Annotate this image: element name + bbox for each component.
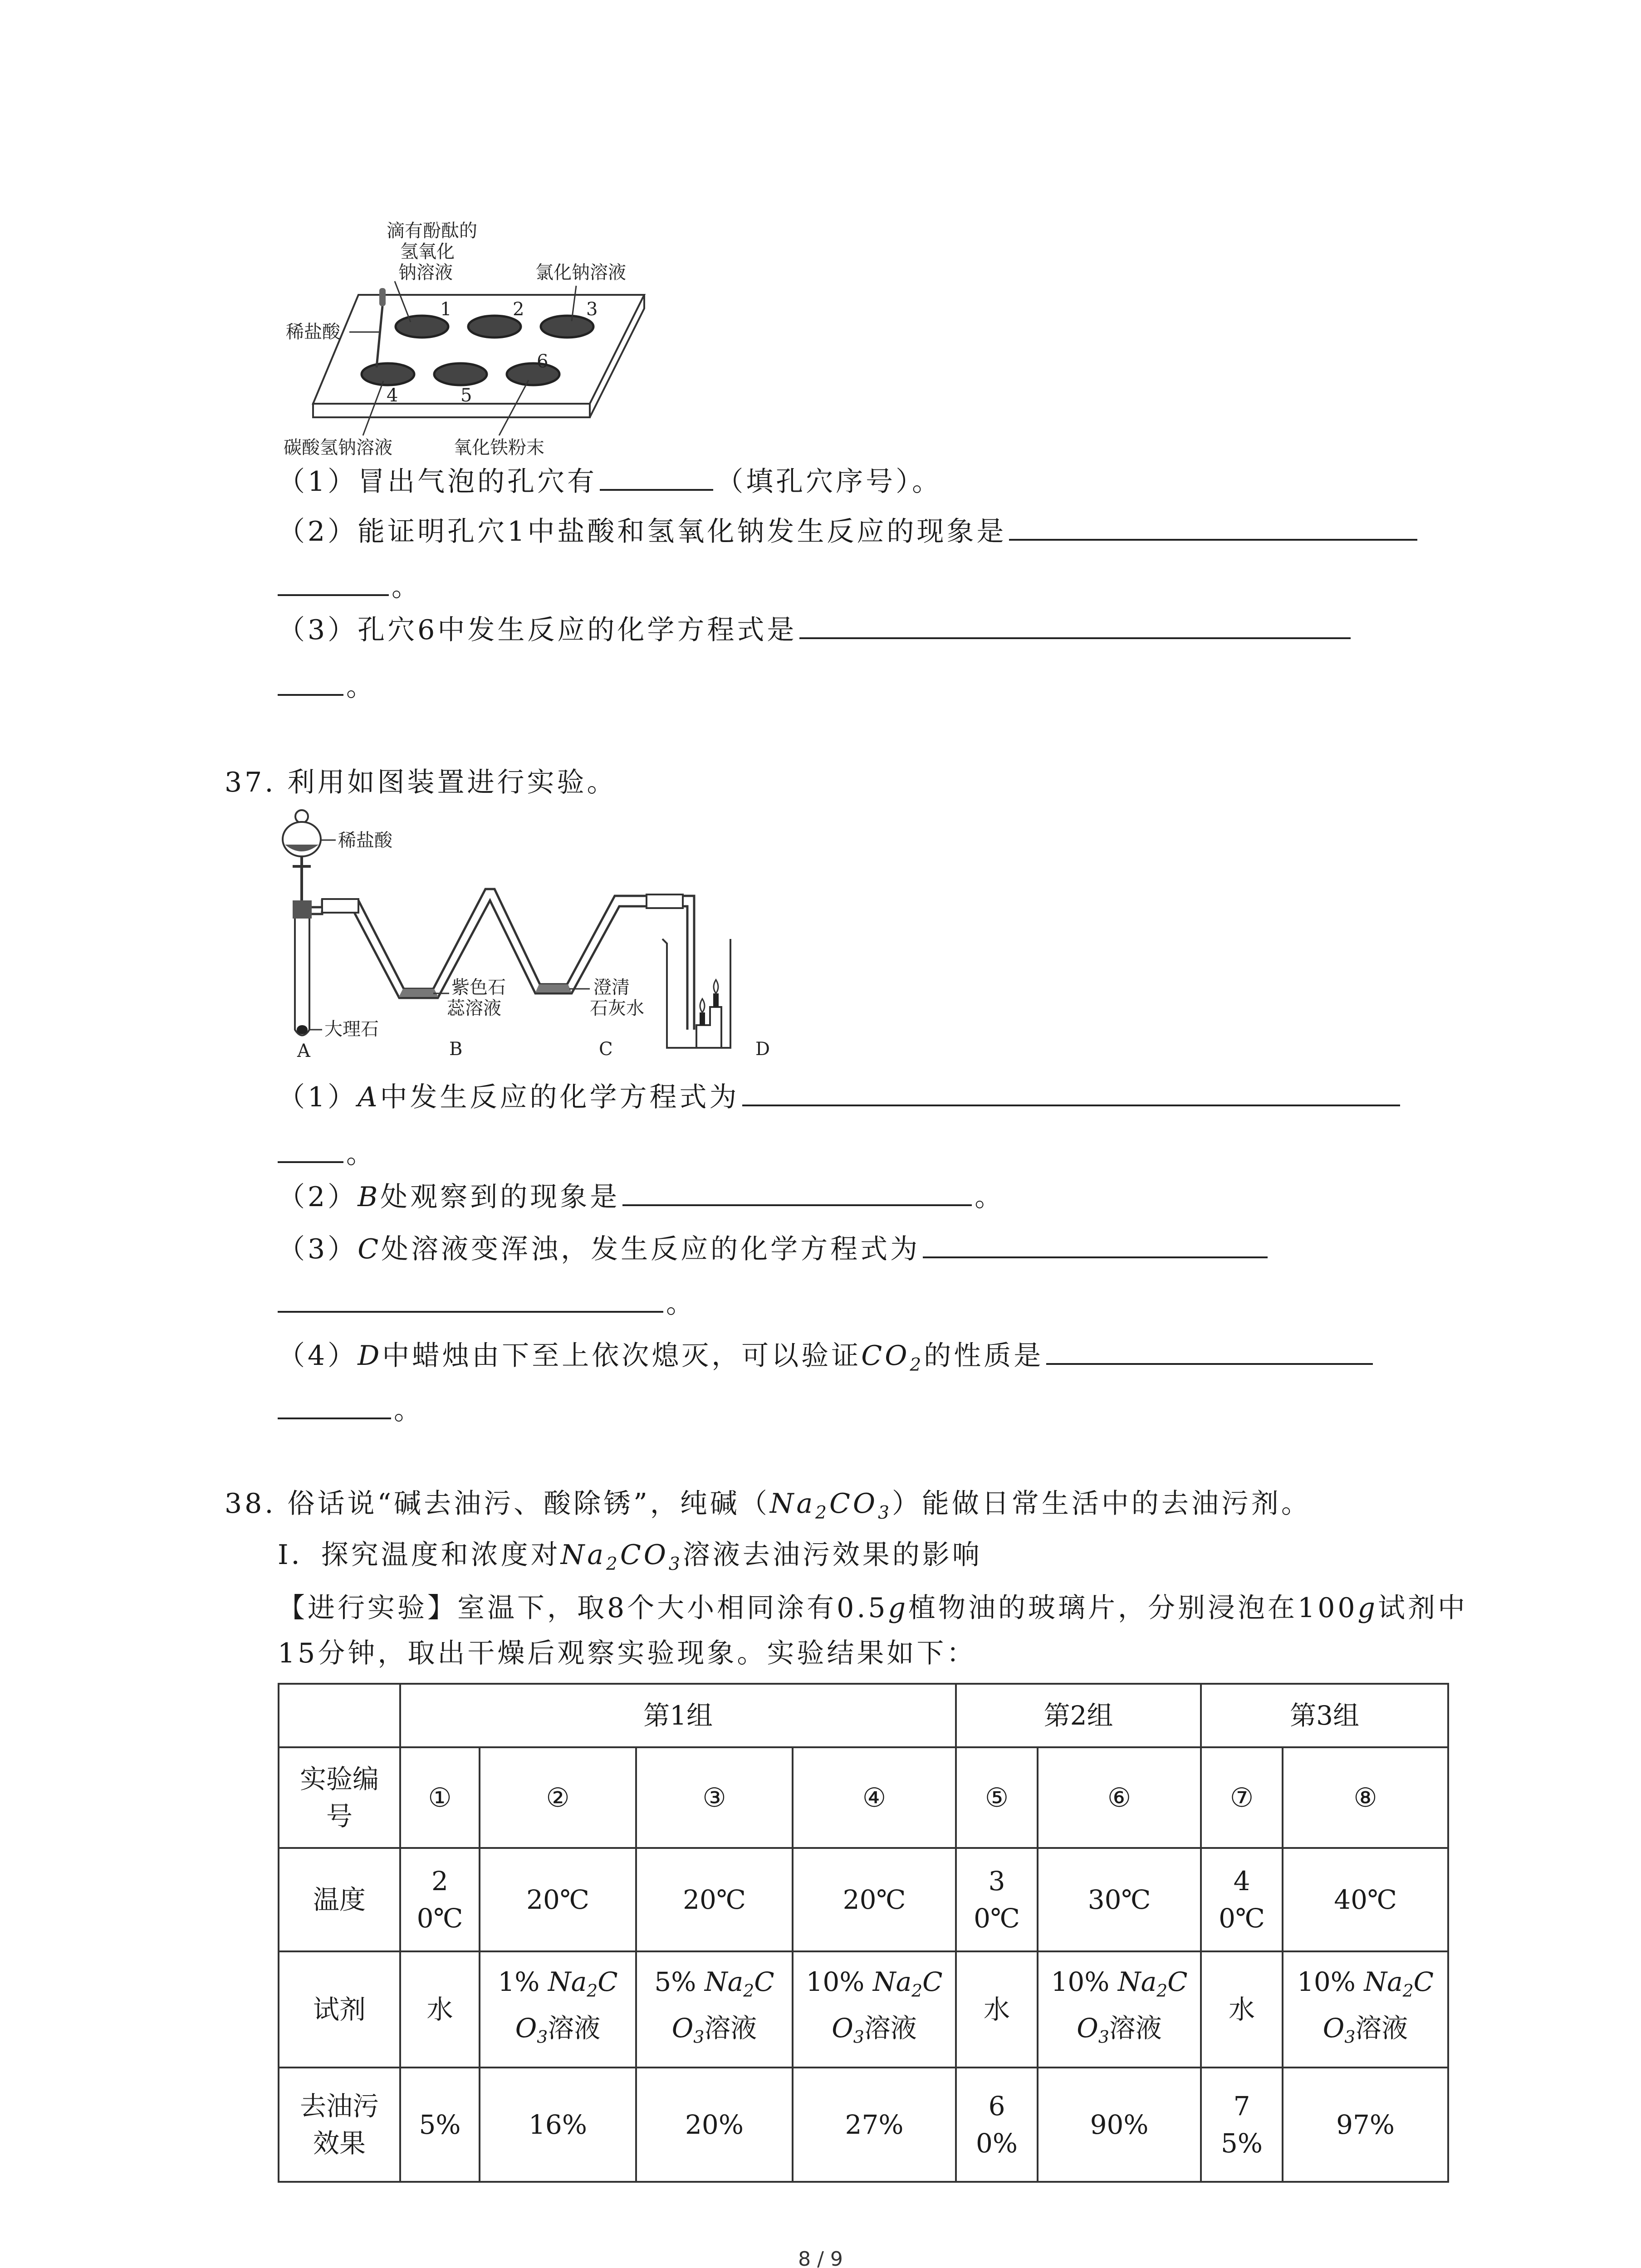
label-naoh-2: 钠溶液 xyxy=(398,262,453,283)
table-cell: 3 0℃ xyxy=(956,1848,1038,1951)
label-d: D xyxy=(755,1039,770,1060)
litmus-liquid-b xyxy=(399,989,438,997)
label-hcl: 稀盐酸 xyxy=(286,322,340,342)
well-plate-figure xyxy=(281,218,690,463)
table-row-temp xyxy=(279,1848,1448,1951)
label-fe2o3: 氧化铁粉末 xyxy=(454,437,544,458)
hole-number-6: 6 xyxy=(537,351,549,372)
label-litmus-1: 紫色石 xyxy=(451,977,506,998)
marble xyxy=(297,1025,308,1034)
table-cell: 水 xyxy=(400,1951,480,2068)
table-cell: 16% xyxy=(480,2068,636,2182)
q38-line4: 15分钟，取出干燥后观察实验现象。实验结果如下： xyxy=(278,1637,977,1669)
table-cell: 20℃ xyxy=(480,1848,636,1951)
table-row-id xyxy=(279,1747,1448,1848)
row-label-temp: 温度 xyxy=(279,1848,400,1951)
label-lime-2: 石灰水 xyxy=(590,998,644,1019)
table-cell: 20℃ xyxy=(636,1848,793,1951)
q36-sub3: （3）孔穴6中发生反应的化学方程式是 xyxy=(278,610,1353,648)
label-b: B xyxy=(449,1039,463,1060)
answer-blank[interactable] xyxy=(600,462,713,491)
q37-sub2: （2）B处观察到的现象是 。 xyxy=(278,1177,1004,1215)
hole-4 xyxy=(362,363,414,385)
row-label-effect: 去油污 效果 xyxy=(279,2068,400,2182)
answer-blank[interactable] xyxy=(622,1177,972,1206)
row-label-reagent: 试剂 xyxy=(279,1951,400,2068)
answer-blank[interactable] xyxy=(278,567,389,596)
table-cell: 90% xyxy=(1038,2068,1201,2182)
label-a: A xyxy=(297,1041,310,1061)
table-cell: 5% xyxy=(400,2068,480,2182)
q37-sub3-cont: 。 xyxy=(278,1284,696,1322)
table-header-row xyxy=(279,1684,1448,1747)
q38-line1: 38. 俗话说“碱去油污、酸除锈”，纯碱$(Na_2CO_3)$能做日常生活中的去油污剂。 xyxy=(225,1488,1311,1523)
label-hcl-2: 稀盐酸 xyxy=(338,830,392,851)
q36-sub2-cont: 。 xyxy=(278,567,421,605)
table-cell: 4 0℃ xyxy=(1201,1848,1283,1951)
table-cell: 7 5% xyxy=(1201,2068,1283,2182)
answer-blank[interactable] xyxy=(278,667,343,696)
hole-number-5: 5 xyxy=(460,385,472,406)
flame-high xyxy=(714,980,718,993)
table-cell: 水 xyxy=(1201,1951,1283,2068)
table-cell: ⑤ xyxy=(956,1747,1038,1848)
answer-blank[interactable] xyxy=(278,1284,663,1313)
answer-blank[interactable] xyxy=(923,1229,1268,1258)
table-cell: 5% $Na_2C$ $O_3$溶液 xyxy=(636,1951,793,2068)
table-cell: ⑧ xyxy=(1283,1747,1448,1848)
dropper-bulb xyxy=(379,288,386,306)
table-cell: 40℃ xyxy=(1283,1848,1448,1951)
hole-3 xyxy=(541,316,593,337)
label-litmus-2: 蕊溶液 xyxy=(447,998,501,1019)
row-label-id: 实验编 号 xyxy=(279,1747,400,1848)
table-cell: 2 0℃ xyxy=(400,1848,480,1951)
group-2-header: 第2组 xyxy=(956,1684,1201,1747)
plate-side xyxy=(313,404,590,417)
q36-sub1: （1）冒出气泡的孔穴有 （填孔穴序号）。 xyxy=(278,462,942,500)
q36-sub3-cont: 。 xyxy=(278,667,376,705)
page-number: 8 / 9 xyxy=(798,2248,843,2268)
q38-line3: 【进行实验】室温下，取8个大小相同涂有0.5g植物油的玻璃片，分别浸泡在100g试剂中 xyxy=(278,1592,1468,1624)
q37-sub1-cont: 。 xyxy=(278,1134,376,1172)
answer-blank[interactable] xyxy=(278,1390,391,1419)
table-cell: 水 xyxy=(956,1951,1038,2068)
answer-blank[interactable] xyxy=(278,1134,343,1163)
hole-number-4: 4 xyxy=(387,385,398,406)
q37-sub3: （3）C处溶液变浑浊，发生反应的化学方程式为 xyxy=(278,1229,1270,1267)
table-cell: ⑥ xyxy=(1038,1747,1201,1848)
table-row-reagent xyxy=(279,1951,1448,2068)
table-cell: ① xyxy=(400,1747,480,1848)
table-cell: 30℃ xyxy=(1038,1848,1201,1951)
funnel-stopper xyxy=(295,810,308,823)
q37-sub4-cont: 。 xyxy=(278,1390,424,1428)
candle-low xyxy=(700,1012,705,1025)
hole-number-2: 2 xyxy=(513,299,524,320)
test-tube-a xyxy=(295,919,309,1036)
limewater-liquid-c xyxy=(535,984,572,992)
apparatus-figure xyxy=(272,803,817,1061)
label-c: C xyxy=(599,1039,613,1060)
table-cell xyxy=(279,1684,400,1747)
q37-sub4: （4）D中蜡烛由下至上依次熄灭，可以验证$CO_2$的性质是 xyxy=(278,1336,1376,1383)
table-cell: ④ xyxy=(793,1747,956,1848)
group-3-header: 第3组 xyxy=(1201,1684,1448,1747)
hole-5 xyxy=(434,363,487,385)
label-nahco3: 碳酸氢钠溶液 xyxy=(284,437,392,458)
hole-6 xyxy=(507,363,559,385)
table-cell: ⑦ xyxy=(1201,1747,1283,1848)
table-cell: 97% xyxy=(1283,2068,1448,2182)
candle-high xyxy=(713,993,719,1007)
results-table xyxy=(278,1683,1449,2183)
hole-number-1: 1 xyxy=(440,299,452,320)
label-marble: 大理石 xyxy=(324,1019,379,1040)
label-lime-1: 澄清 xyxy=(593,977,630,998)
connector-2 xyxy=(647,894,683,908)
table-row-effect xyxy=(279,2068,1448,2182)
label-nacl: 氯化钠溶液 xyxy=(535,262,626,283)
group-1-header: 第1组 xyxy=(400,1684,956,1747)
label-phenol: 滴有酚酞的 xyxy=(387,220,477,241)
table-cell: 6 0% xyxy=(956,2068,1038,2182)
table-cell: ② xyxy=(480,1747,636,1848)
table-cell: 10% $Na_2C$ $O_3$溶液 xyxy=(1038,1951,1201,2068)
answer-blank[interactable] xyxy=(799,610,1351,639)
label-naoh-1: 氢氧化 xyxy=(400,241,455,262)
hole-number-3: 3 xyxy=(586,299,598,320)
table-cell: 10% $Na_2C$ $O_3$溶液 xyxy=(793,1951,956,2068)
q38-line2: Ⅰ．探究温度和浓度对$Na_2CO_3$溶液去油污效果的影响 xyxy=(278,1539,982,1574)
q37-title: 37. 利用如图装置进行实验。 xyxy=(225,767,617,798)
table-cell: 20% xyxy=(636,2068,793,2182)
connector-1 xyxy=(322,899,358,913)
q36-sub2: （2）能证明孔穴1中盐酸和氢氧化钠发生反应的现象是 xyxy=(278,512,1420,550)
table-cell: ③ xyxy=(636,1747,793,1848)
q37-sub1: （1）A中发生反应的化学方程式为 xyxy=(278,1077,1403,1115)
table-cell: 1% $Na_2C$ $O_3$溶液 xyxy=(480,1951,636,2068)
answer-blank[interactable] xyxy=(1009,512,1417,541)
test-tube-stopper xyxy=(293,900,312,919)
answer-blank[interactable] xyxy=(1046,1336,1373,1365)
answer-blank[interactable] xyxy=(742,1077,1400,1106)
flame-low xyxy=(700,999,705,1012)
table-cell: 27% xyxy=(793,2068,956,2182)
table-cell: 10% $Na_2C$ $O_3$溶液 xyxy=(1283,1951,1448,2068)
table-cell: 20℃ xyxy=(793,1848,956,1951)
